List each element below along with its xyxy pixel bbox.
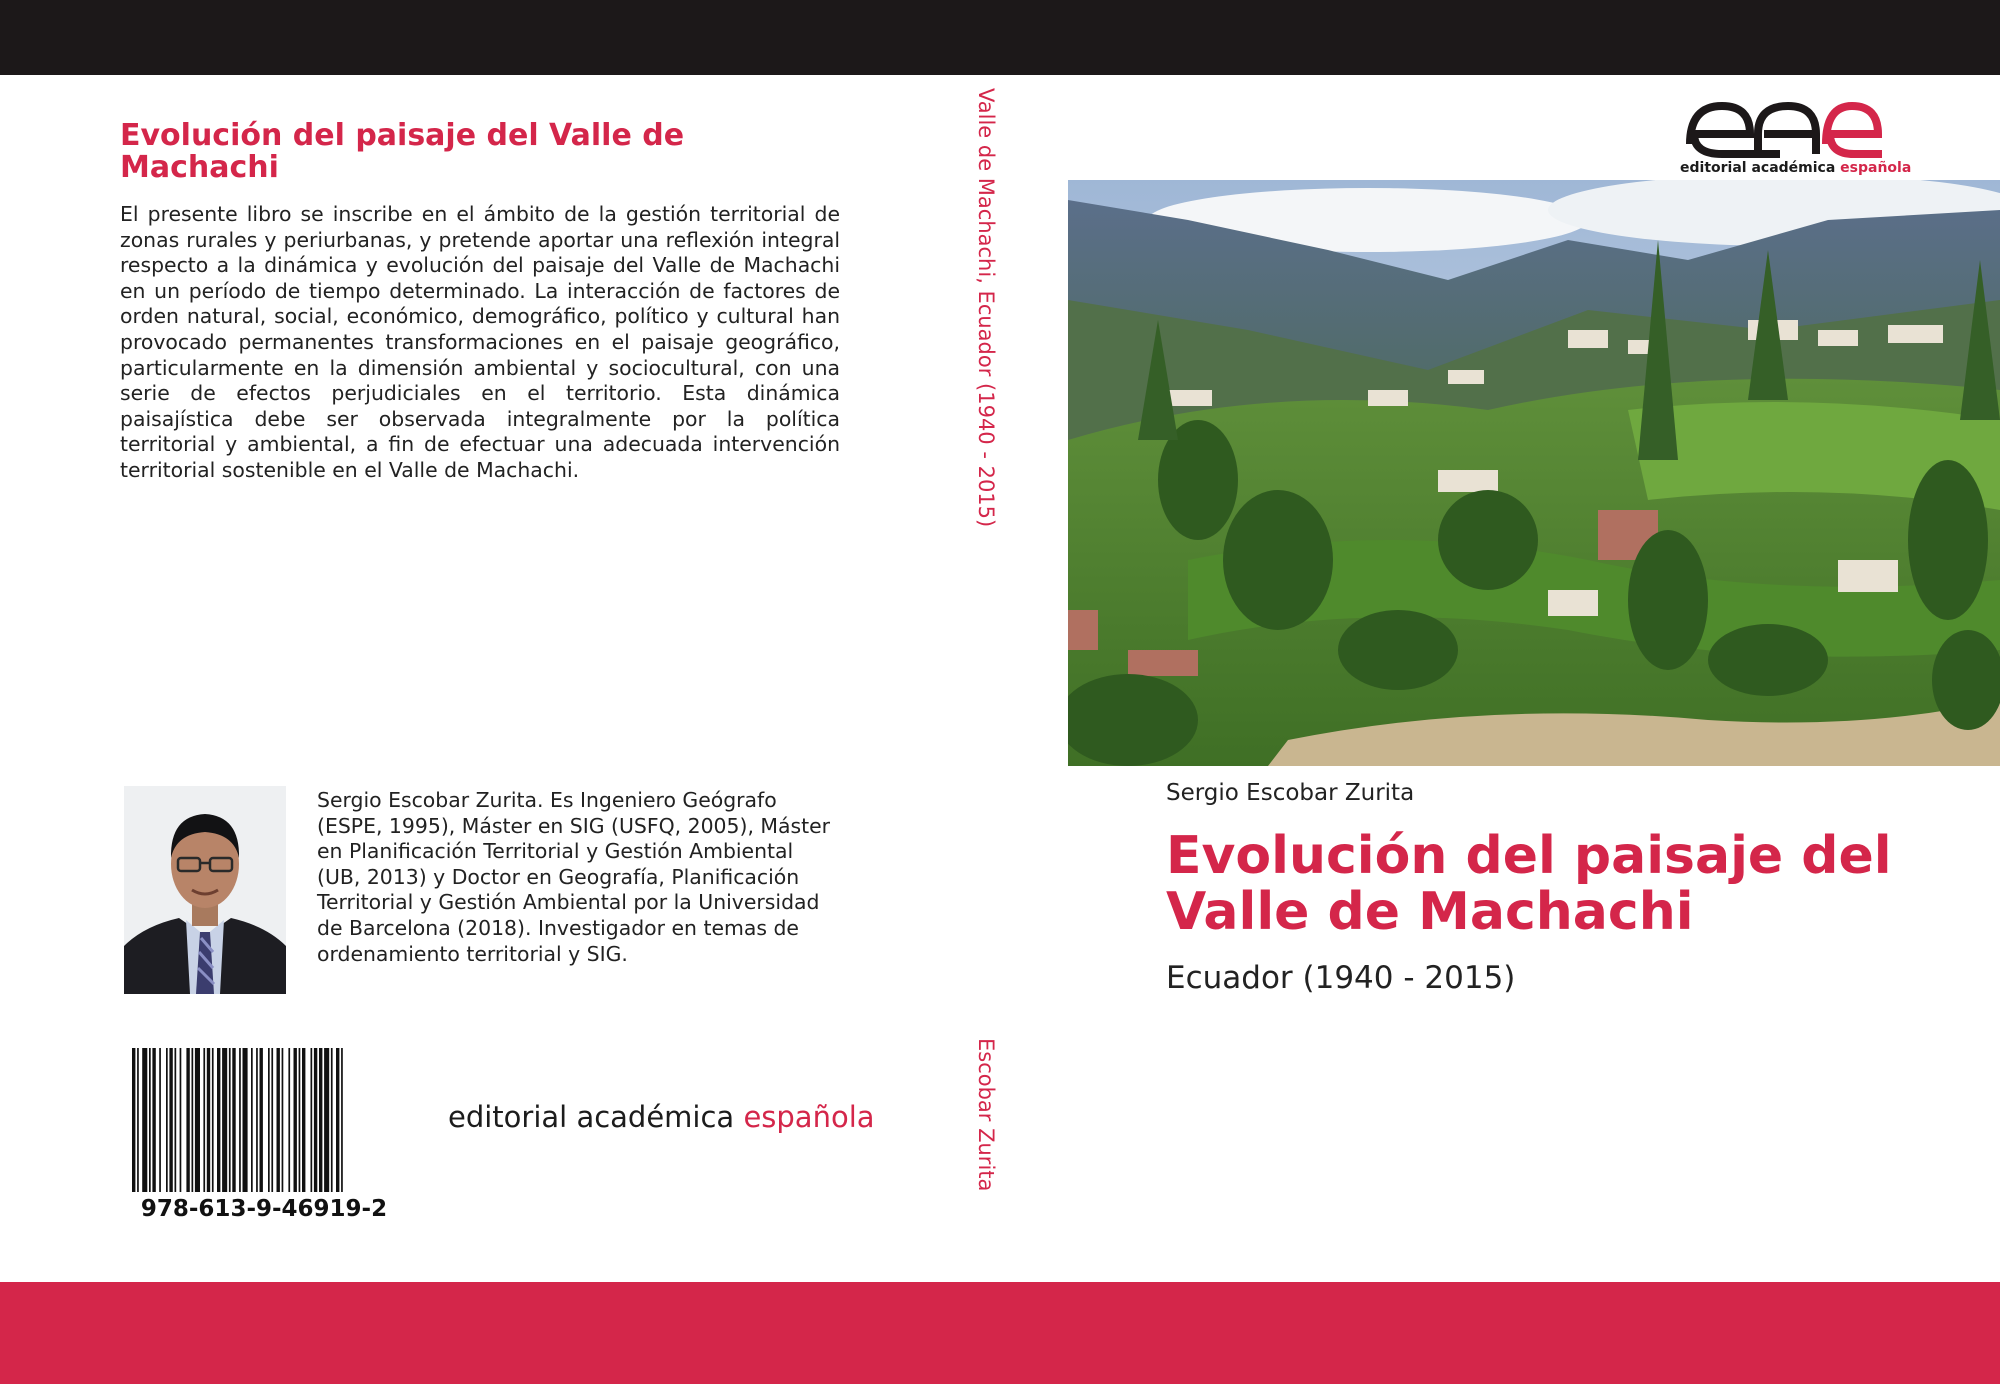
barcode-bar bbox=[192, 1048, 194, 1192]
barcode-bar bbox=[271, 1048, 273, 1192]
spine-title: Valle de Machachi, Ecuador (1940 - 2015) bbox=[974, 88, 998, 528]
barcode-bar bbox=[212, 1048, 214, 1192]
front-title: Evolución del paisaje del Valle de Machachi bbox=[1166, 826, 1892, 942]
barcode-bar bbox=[277, 1048, 280, 1192]
barcode-bar bbox=[341, 1048, 343, 1192]
barcode-bar bbox=[186, 1048, 189, 1192]
barcode-bar bbox=[175, 1048, 177, 1192]
author-bio: Sergio Escobar Zurita. Es Ingeniero Geógrafo (ESPE, 1995), Máster en SIG (USFQ, 2005), Máster en Planificación Territorial y Gestión Ambiental (UB, 2013) y Doctor en Geografía, Planificación Territorial y Gestión Ambiental por la Universidad de Barcelona (2018). Investigador en temas de ordenamiento territorial y SIG. bbox=[317, 788, 831, 966]
barcode-bar bbox=[207, 1048, 210, 1192]
barcode-bar bbox=[142, 1048, 147, 1192]
front-author: Sergio Escobar Zurita bbox=[1166, 780, 1415, 806]
barcode-bar bbox=[336, 1048, 339, 1192]
barcode-bar bbox=[299, 1048, 301, 1192]
logo-caption bbox=[1680, 160, 1912, 176]
barcode-bar bbox=[137, 1048, 139, 1192]
back-cover-blurb: El presente libro se inscribe en el ámbito de la gestión territorial de zonas rurales y periurbanas, y pretende aportar una reflexión integral respecto a la dinámica y evolución del paisaje del Valle de Machachi en un período de tiempo determinado. La interacción de factores de orden natural, social, económico, demográfico, político y cultural han provocado permanentes transformaciones en el paisaje geográfico, particularmente en la dimensión ambiental y sociocultural, con una serie de efectos perjudiciales en el territorio. Esta dinámica paisajística debe ser observada integralmente por la política territorial y ambiental, a fin de efectuar una adecuada intervención territorial sostenible en el Valle de Machachi. bbox=[120, 202, 840, 482]
back-cover-title: Evolución del paisaje del Valle de Machachi bbox=[120, 118, 685, 185]
barcode-bar bbox=[302, 1048, 305, 1192]
back-publisher-imprint bbox=[448, 1100, 875, 1134]
barcode-bar bbox=[166, 1048, 168, 1192]
barcode-bar bbox=[132, 1048, 135, 1192]
barcode-bar bbox=[149, 1048, 151, 1192]
barcode-bar bbox=[331, 1048, 333, 1192]
publisher-name: editorial académica bbox=[448, 1100, 744, 1134]
barcode-bar bbox=[243, 1048, 248, 1192]
author-photo bbox=[124, 786, 286, 994]
top-dark-band bbox=[0, 0, 2000, 75]
logo-caption-part2: española bbox=[1840, 160, 1912, 176]
barcode-bar bbox=[260, 1048, 263, 1192]
barcode-bar bbox=[288, 1048, 290, 1192]
barcode-bar bbox=[152, 1048, 155, 1192]
barcode-bar bbox=[324, 1048, 329, 1192]
bottom-red-band bbox=[0, 1282, 2000, 1384]
logo-caption-part1: editorial académica bbox=[1680, 160, 1841, 176]
barcode-bar bbox=[256, 1048, 258, 1192]
spine-author: Escobar Zurita bbox=[974, 1038, 998, 1192]
barcode-bar bbox=[268, 1048, 270, 1192]
barcode-bar bbox=[159, 1048, 161, 1192]
barcode-bar bbox=[195, 1048, 200, 1192]
barcode-bar bbox=[239, 1048, 241, 1192]
barcode-bar bbox=[169, 1048, 172, 1192]
barcode-bar bbox=[311, 1048, 313, 1192]
barcode-bar bbox=[294, 1048, 297, 1192]
barcode-bar bbox=[251, 1048, 253, 1192]
barcode-bar bbox=[319, 1048, 322, 1192]
barcode bbox=[132, 1048, 396, 1192]
barcode-bar bbox=[180, 1048, 182, 1192]
barcode-bar bbox=[232, 1048, 235, 1192]
barcode-bar bbox=[229, 1048, 231, 1192]
isbn: 978-613-9-46919-2 bbox=[140, 1196, 388, 1222]
barcode-bar bbox=[222, 1048, 227, 1192]
barcode-bar bbox=[282, 1048, 284, 1192]
front-subtitle: Ecuador (1940 - 2015) bbox=[1166, 960, 1516, 996]
barcode-bar bbox=[203, 1048, 205, 1192]
cover-landscape-photo bbox=[1068, 180, 2000, 766]
publisher-name-accent: española bbox=[743, 1100, 875, 1134]
barcode-bar bbox=[314, 1048, 317, 1192]
barcode-bar bbox=[217, 1048, 220, 1192]
